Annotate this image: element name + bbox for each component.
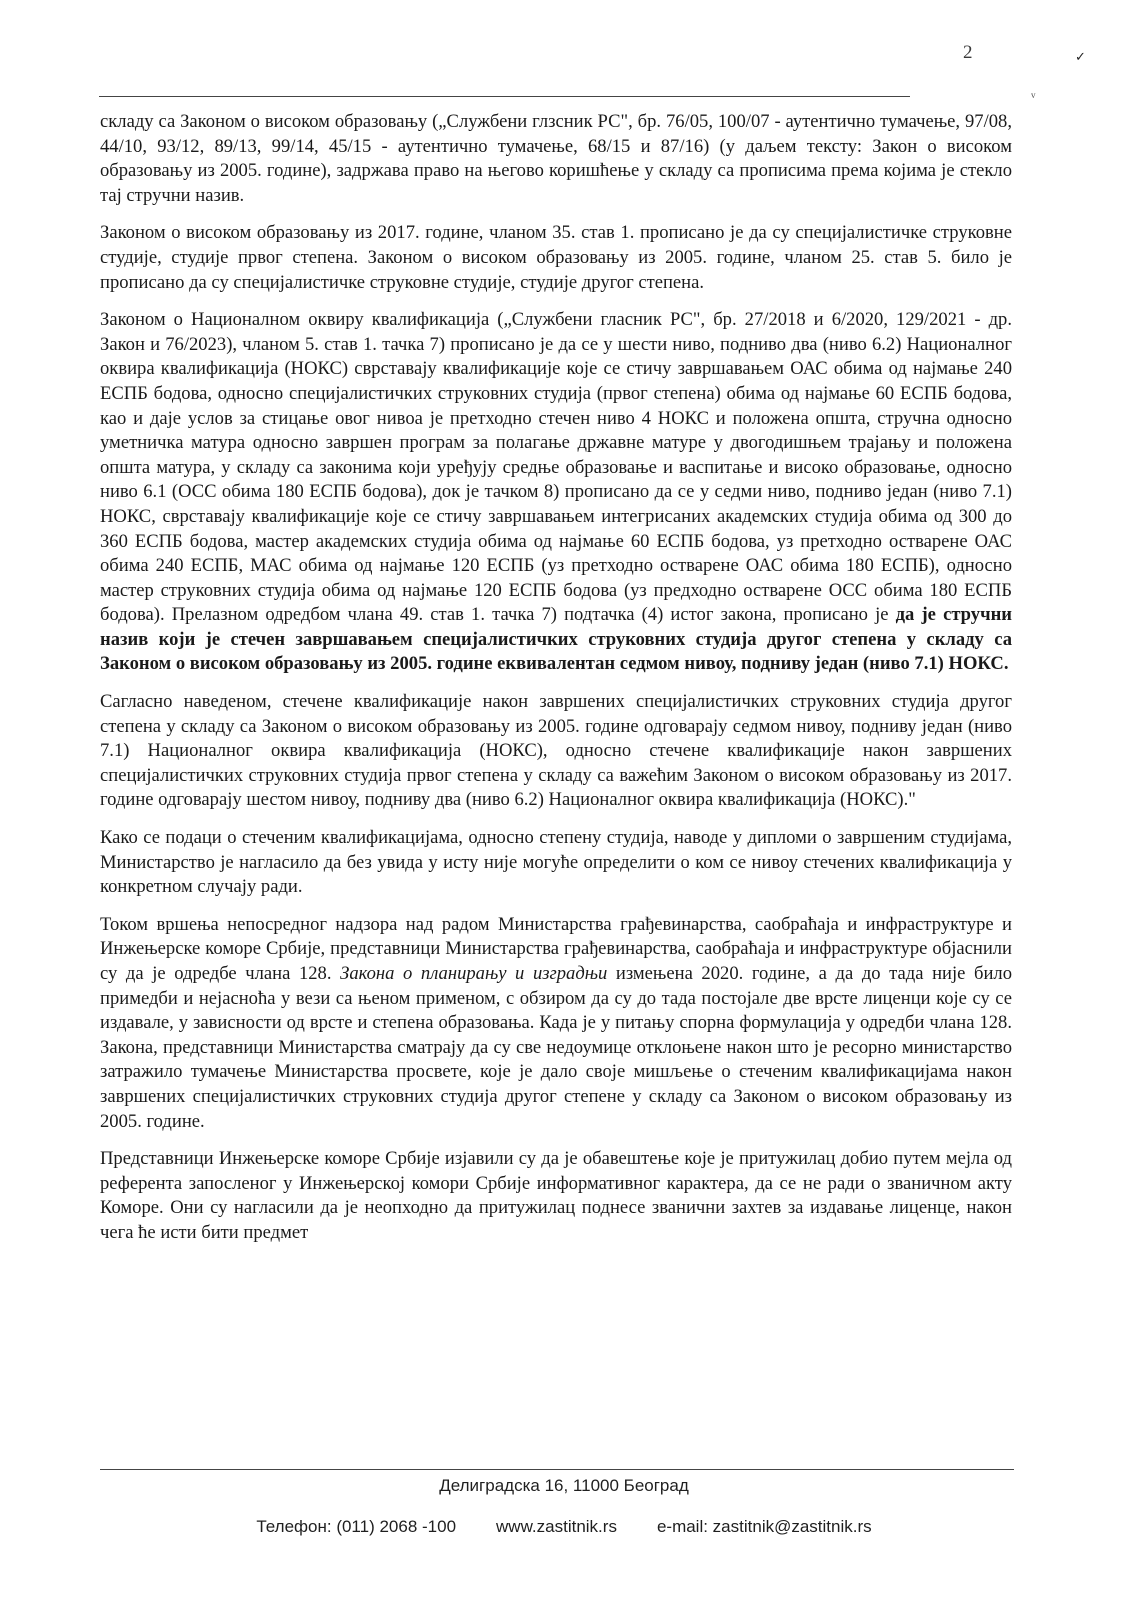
paragraph-7: [100, 1147, 1012, 1245]
paragraph-text: Током вршења непосредног надзора над радом Министарства грађевинарства, саобраћаја и инфраструктуре и Инжењерске коморе Србије, представници Министарства грађевинарства, саобраћаја и инфраструктуре објаснили су да је одредбе члана 128.: [100, 913, 1012, 984]
paragraph-2: [100, 221, 1012, 295]
paragraph-text: Сагласно наведеном, стечене квалификације након завршених специјалистичких струковних студија другог степена у складу са Законом о високом образовању из 2005. године одговарају седмом нивоу, подниву један (ниво 7.1) Националног оквира квалификација (НОКС), односно стечене квалификације након завршених специјалистичких струковних студија првог степена у складу са важећим Законом о високом образовању из 2017. године одговарају шестом нивоу, подниву два (ниво 6.2) Националног оквира квалификација (НОКС).": [100, 691, 1012, 811]
paragraph-italic-text: Закона о планирању и изградњи: [340, 963, 608, 984]
paragraph-text: Како се подаци о стеченим квалификацијама, односно степену студија, наводе у дипломи о завршеним студијама, Министарство је нагласило да без увида у исту није могуће определити о ком се нивоу стечених квалификација у конкретном случају ради.: [100, 827, 1012, 898]
paragraph-bold-text: да је стручни назив који је стечен завршавањем специјалистичких струковних студија другог степена у складу са Законом о високом образовању из 2005. године еквивалентан седмом нивоу, подниву један (ниво 7.1) НОКС.: [100, 604, 1012, 675]
footer-email-link[interactable]: e-mail: zastitnik@zastitnik.rs: [656, 1517, 872, 1536]
paragraph-5: [100, 826, 1012, 900]
paragraph-4: [100, 690, 1012, 813]
paragraph-text: Законом о Националном оквиру квалификација („Службени гласник РС", бр. 27/2018 и 6/2020, 129/2021 - др. Закон и 76/2023), чланом 5. став 1. тачка 7) прописано је да се у шести ниво, подниво два (ниво 6.2) Националног оквира квалификација (НОКС) сврставају квалификације које се стичу завршавањем ОАС обима од најмање 240 ЕСПБ бодова, односно специјалистичких струковних студија (првог степена) обима од најмање 60 ЕСПБ бодова, као и даје услов за стицање овог нивоа је претходно стечен ниво 4 НОКС и положена општа, стручна односно уметничка матура односно завршен програм за полагање државне матуре у двогодишњем трајању и положена општа матура, у складу са законима који уређују средње образовање и васпитање и високо образовање, односно ниво 6.1 (ОСС обима 180 ЕСПБ бодова), док је тачком 8) прописано да се у седми ниво, подниво један (ниво 7.1) НОКС, сврставају квалификације које се стичу завршавањем интегрисаних академских студија обима од 300 до 360 ЕСПБ бодова, мастер академских студија обима од најмање 60 ЕСПБ бодова, уз претходно остварене ОАС обима 240 ЕСПБ, МАС обима од најмање 120 ЕСПБ (уз претходно остварене ОАС обима 180 ЕСПБ), односно мастер струковних студија обима од најмање 120 ЕСПБ бодова (уз предходно остварене ОСС обима 180 ЕСПБ бодова). Прелазном одредбом члана 49. став 1. тачка 7) подтачка (4) истог закона, прописано је: [100, 309, 1012, 626]
document-body: [100, 110, 1012, 1259]
paragraph-1: [100, 110, 1012, 208]
footer-address: Делиградска 16, 11000 Београд: [439, 1476, 689, 1495]
checkmark-annotation-icon: ✓: [1075, 49, 1086, 64]
footer-phone: Телефон: (011) 2068 -100: [256, 1517, 457, 1536]
paragraph-6: [100, 913, 1012, 1134]
page-number: 2: [963, 42, 973, 63]
header-rule: [99, 96, 910, 97]
footer-website-link[interactable]: www.zastitnik.rs: [496, 1517, 617, 1536]
small-annotation-mark: v: [1031, 90, 1036, 100]
paragraph-text: Законом о високом образовању из 2017. године, чланом 35. став 1. прописано је да су специјалистичке струковне студије, студије првог степена. Законом о високом образовању из 2005. године, чланом 25. став 5. било је прописано да су специјалистичке струковне студије, студије другог степена.: [100, 222, 1012, 293]
paragraph-text: измењена 2020. године, а да до тада није било примедби и нејасноћа у вези са њеном применом, с обзиром да су до тада постојале две врсте лиценци које су се издавале, у зависности од врсте и степена образовања. Када је у питању спорна формулација у одредби члана 128. Закона, представници Министарства сматрају да су све недоумице отклоњене након што је ресорно министарство затражило тумачење Министарства просвете, које је дало своје мишљење о стеченим квалификацијама након завршених специјалистичких струковних студија другог степене у складу са Законом о високом образовању из 2005. године.: [100, 963, 1012, 1132]
footer-rule: [100, 1469, 1014, 1470]
paragraph-text: Представници Инжењерске коморе Србије изјавили су да је обавештење које је притужилац добио путем мејла од референта запосленог у Инжењерској комори Србије информативног карактера, да се не ради о званичном акту Коморе. Они су нагласили да је неопходно да притужилац поднесе званични захтев за издавање лиценце, након чега ће исти бити предмет: [100, 1148, 1012, 1243]
paragraph-3: [100, 308, 1012, 677]
footer-contacts: [0, 1517, 1128, 1537]
paragraph-text: складу са Законом о високом образовању („Службени глзсник РС", бр. 76/05, 100/07 - аутентично тумачење, 97/08, 44/10, 93/12, 89/13, 99/14, 45/15 - аутентично тумачење, 68/15 и 87/16) (у даљем тексту: Закон о високом образовању из 2005. године), задржава право на његово коришћење у складу са прописима према којима је стекло тај стручни назив.: [100, 111, 1012, 206]
